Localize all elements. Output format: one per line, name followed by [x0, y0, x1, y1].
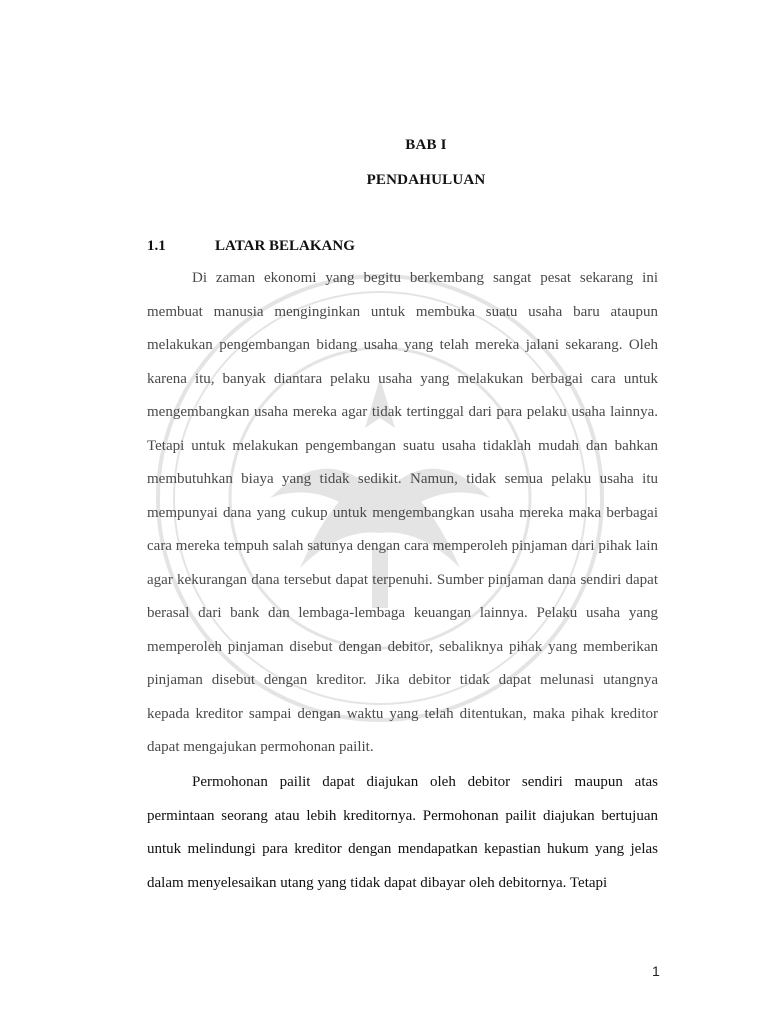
- section-heading: [147, 238, 355, 255]
- body-paragraph: Di zaman ekonomi yang begitu berkembang sangat pesat sekarang ini membuat manusia menginginkan untuk membuka suatu usaha baru ataupun melakukan pengembangan bidang usaha yang telah mereka jalani sekarang. Oleh karena itu, banyak diantara pelaku usaha yang melakukan berbagai cara untuk mengembangkan usaha mereka agar tidak tertinggal dari para pelaku usaha lainnya. Tetapi untuk melakukan pengembangan suatu usaha tidaklah mudah dan bahkan membutuhkan biaya yang tidak sedikit. Namun, tidak semua pelaku usaha itu mempunyai dana yang cukup untuk mengembangkan usaha mereka maka berbagai cara mereka tempuh salah satunya dengan cara memperoleh pinjaman dari pihak lain agar kekurangan dana tersebut dapat terpenuhi. Sumber pinjaman dana sendiri dapat berasal dari bank dan lembaga-lembaga keuangan lainnya. Pelaku usaha yang memperoleh pinjaman disebut dengan debitor, sebaliknya pihak yang memberikan pinjaman disebut dengan kreditor. Jika debitor tidak dapat melunasi utangnya kepada kreditor sampai dengan waktu yang telah ditentukan, maka pihak kreditor dapat mengajukan permohonan pailit.: [147, 270, 658, 755]
- chapter-title: PENDAHULUAN: [366, 172, 486, 188]
- chapter-label: BAB I: [405, 137, 447, 153]
- section-title: LATAR BELAKANG: [215, 238, 355, 254]
- body-paragraph: Permohonan pailit dapat diajukan oleh debitor sendiri maupun atas permintaan seorang atau lebih kreditornya. Permohonan pailit diajukan bertujuan untuk melindungi para kreditor dengan mendapatkan kepastian hukum yang jelas dalam menyelesaikan utang yang tidak dapat dibayar oleh debitornya. Tetapi: [147, 774, 658, 891]
- section-number: 1.1: [147, 238, 166, 254]
- page-number: 1: [652, 963, 660, 979]
